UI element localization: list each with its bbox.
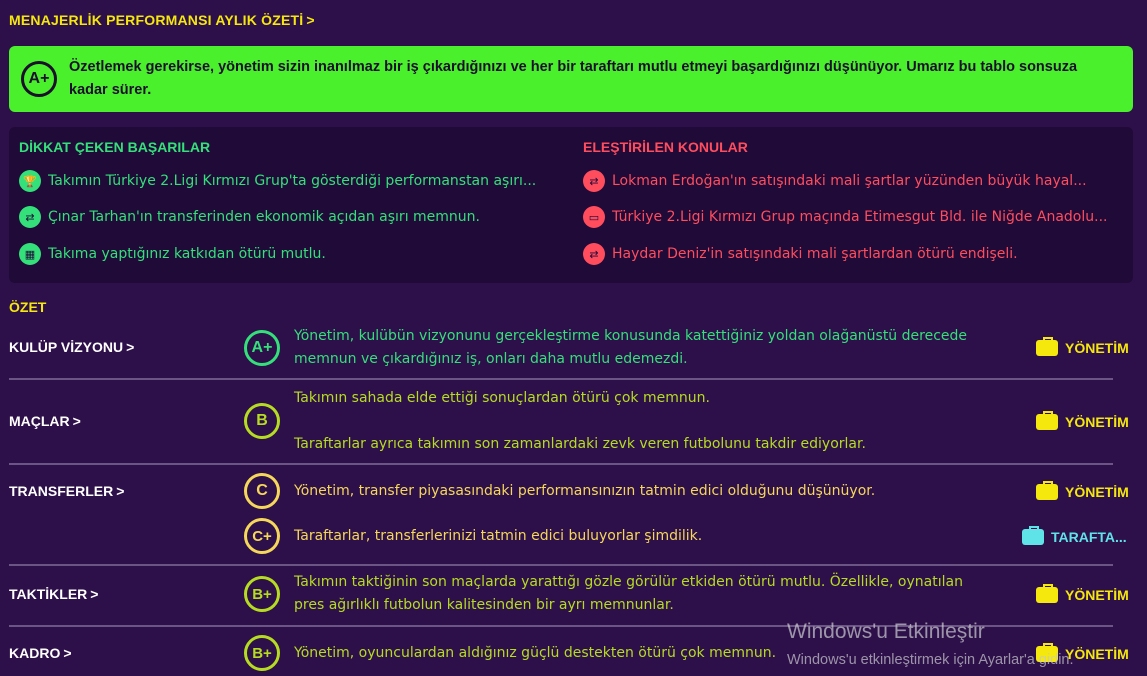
row-label-transfers[interactable]: TRANSFERLER > [9, 483, 125, 499]
achievement-item: 🏆 Takımın Türkiye 2.Ligi Kırmızı Grup'ta gösterdiği performanstan aşırı... [19, 169, 558, 193]
overview-title: ÖZET [9, 299, 47, 315]
overall-grade-badge: A+ [21, 61, 57, 97]
row-label-club-vision[interactable]: KULÜP VİZYONU > [9, 339, 135, 355]
chevron-right-icon: > [306, 12, 315, 28]
board-tag: YÖNETİM [1036, 340, 1129, 356]
activation-watermark-text: Windows'u etkinleştirmek için Ayarlar'a gidin. [787, 652, 1074, 668]
briefcase-icon [1036, 484, 1058, 500]
summary-banner [9, 46, 1133, 112]
grade-badge: C+ [244, 518, 280, 554]
chevron-right-icon: > [116, 483, 125, 499]
row-text: Takımın taktiğinin son maçlarda yarattığı gözle görülür etkiden ötürü mutlu. Özellikle, oynatılan pres ağırlıklı futbolun kalitesinden bir ayrı memnunlar. [294, 574, 963, 613]
divider [9, 463, 1113, 465]
transfer-icon: ⇄ [583, 170, 605, 192]
row-text: Yönetim, oyunculardan aldığınız güçlü destekten ötürü çok memnun. [294, 645, 777, 661]
transfer-icon: ⇄ [19, 206, 41, 228]
board-tag: YÖNETİM [1036, 484, 1129, 500]
row-label-tactics[interactable]: TAKTİKLER > [9, 586, 99, 602]
calendar-icon: ▦ [19, 243, 41, 265]
grade-badge: C [244, 473, 280, 509]
row-text-fans: Taraftarlar ayrıca takımın son zamanlardaki zevk veren futbolunu takdir ediyorlar. [294, 436, 866, 452]
row-label-matches[interactable]: MAÇLAR > [9, 413, 81, 429]
chevron-right-icon: > [126, 339, 135, 355]
briefcase-icon [1036, 587, 1058, 603]
grade-badge: B+ [244, 576, 280, 612]
briefcase-icon [1036, 340, 1058, 356]
row-text: Yönetim, kulübün vizyonunu gerçekleştirme konusunda katettiğiniz yoldan olağanüstü derecede memnun ve çıkardığınız iş, onları daha mutlu edemezdi. [294, 328, 968, 367]
fans-tag: TARAFTA... [1022, 529, 1127, 545]
row-label-squad[interactable]: KADRO > [9, 645, 72, 661]
page-title[interactable]: MENAJERLİK PERFORMANSI AYLIK ÖZETİ > [9, 12, 315, 28]
pitch-icon: ▭ [583, 206, 605, 228]
chevron-right-icon: > [90, 586, 99, 602]
board-tag: YÖNETİM [1036, 646, 1129, 662]
chevron-right-icon: > [63, 645, 72, 661]
trophy-icon: 🏆 [19, 170, 41, 192]
board-tag: YÖNETİM [1036, 587, 1129, 603]
summary-text: Özetlemek gerekirse, yönetim sizin inanılmaz bir iş çıkardığınızı ve her bir taraftarı mutlu etmeyi başardığınızı düşünüyor. Umarız bu tablo sonsuza kadar sürer. [69, 59, 1078, 98]
transfer-icon: ⇄ [583, 243, 605, 265]
activation-watermark-title: Windows'u Etkinleştir [787, 620, 985, 643]
row-text: Takımın sahada elde ettiği sonuçlardan ötürü çok memnun. [294, 390, 710, 406]
achievements-title: DİKKAT ÇEKEN BAŞARILAR [19, 139, 211, 155]
highlights-panel [9, 127, 1133, 283]
grade-badge: B [244, 403, 280, 439]
criticisms-title: ELEŞTİRİLEN KONULAR [583, 139, 748, 155]
row-text: Yönetim, transfer piyasasındaki performansınızın tatmin edici olduğunu düşünüyor. [294, 483, 876, 499]
criticism-item: ⇄ Haydar Deniz'in satışındaki mali şartlardan ötürü endişeli. [583, 242, 1124, 266]
divider [9, 378, 1113, 380]
briefcase-icon [1036, 414, 1058, 430]
achievement-item: ⇄ Çınar Tarhan'ın transferinden ekonomik açıdan aşırı memnun. [19, 205, 558, 229]
board-tag: YÖNETİM [1036, 414, 1129, 430]
chevron-right-icon: > [72, 413, 81, 429]
achievement-item: ▦ Takıma yaptığınız katkıdan ötürü mutlu. [19, 242, 558, 266]
divider [9, 564, 1113, 566]
criticism-item: ⇄ Lokman Erdoğan'ın satışındaki mali şartlar yüzünden büyük hayal... [583, 169, 1124, 193]
grade-badge: B+ [244, 635, 280, 671]
row-text: Taraftarlar, transferlerinizi tatmin edici buluyorlar şimdilik. [294, 528, 703, 544]
briefcase-icon [1022, 529, 1044, 545]
grade-badge: A+ [244, 330, 280, 366]
criticism-item: ▭ Türkiye 2.Ligi Kırmızı Grup maçında Etimesgut Bld. ile Niğde Anadolu... [583, 205, 1124, 229]
